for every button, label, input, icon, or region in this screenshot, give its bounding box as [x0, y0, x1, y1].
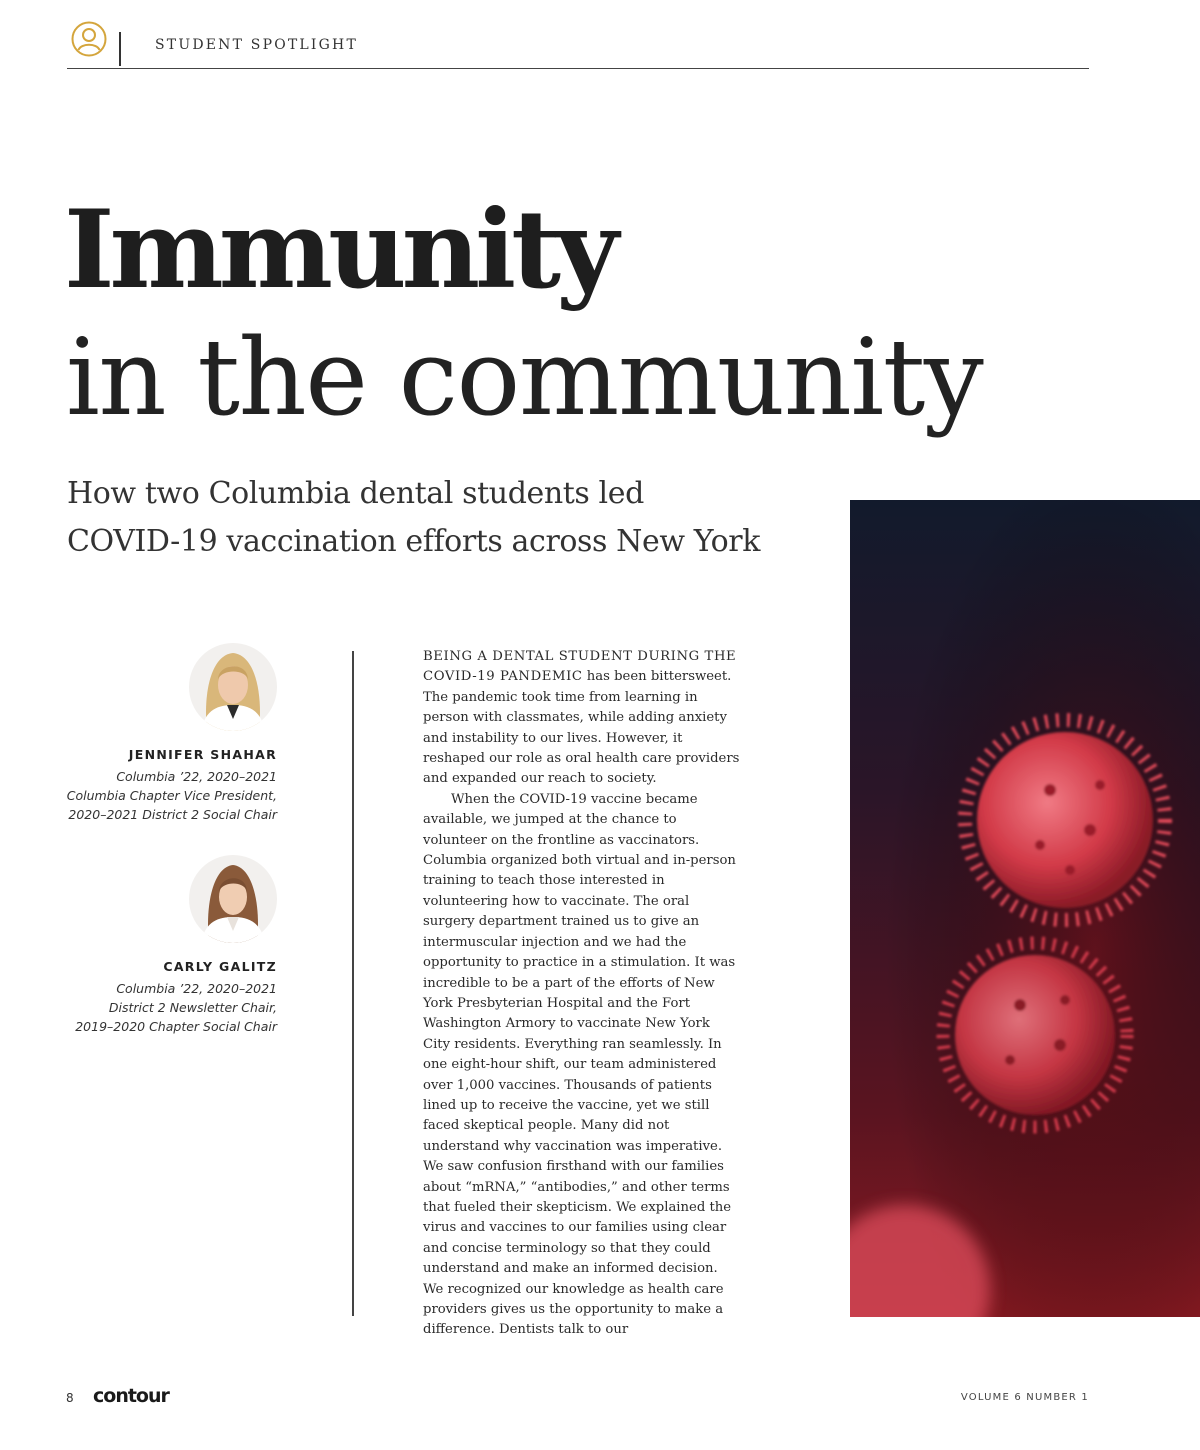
profile-detail: Columbia ’22, 2020–2021	[116, 769, 277, 784]
paragraph-text: has been bittersweet. The pandemic took time from learning in person with classmates, while adding anxiety and instability to our lives. However, it reshaped our role as oral health care providers and expanded our reach to society.	[423, 669, 740, 787]
profile-detail: Columbia ’22, 2020–2021	[116, 981, 277, 996]
profile-detail: Columbia Chapter Vice President,	[66, 788, 277, 803]
lead-in-caps: BEING A DENTAL STUDENT DURING THE COVID-19 PANDEMIC	[423, 649, 737, 685]
profile-name: JENNIFER SHAHAR	[128, 747, 277, 762]
article-body	[423, 647, 741, 1341]
title-bold: Immunity	[64, 187, 614, 313]
user-icon	[71, 21, 107, 57]
profile-detail: 2020–2021 District 2 Social Chair	[68, 807, 277, 822]
subtitle-line-2: COVID-19 vaccination efforts across New York	[67, 524, 760, 559]
coronavirus-photo	[850, 500, 1200, 1317]
volume-label: VOLUME 6 NUMBER 1	[960, 1392, 1089, 1403]
title-light: in the community	[66, 316, 983, 439]
profile-jennifer-shahar	[17, 747, 277, 824]
column-divider	[352, 651, 354, 1316]
page-number: 8	[66, 1391, 74, 1405]
article-paragraph: When the COVID-19 vaccine became available, we jumped at the chance to volunteer on the frontline as vaccinators. Columbia organized both virtual and in-person training to teach those interested in volunteering how to vaccinate. The oral surgery department trained us to give an intermuscular injection and we had the opportunity to practice in a stimulation. It was incredible to be a part of the efforts of New York Presbyterian Hospital and the Fort Washington Armory to vaccinate New York City residents. Everything ran seamlessly. In one eight-hour shift, our team administered over 1,000 vaccines. Thousands of patients lined up to receive the vaccine, yet we still faced skeptical people. Many did not understand why vaccination was imperative. We saw confusion firsthand with our families about “mRNA,” “antibodies,” and other terms that fueled their skepticism. We explained the virus and vaccines to our families using clear and concise terminology so that they could understand and make an informed decision. We recognized our knowledge as health care providers gives us the opportunity to make a difference. Dentists talk to our	[423, 791, 736, 1338]
article-paragraph	[423, 647, 741, 790]
profile-carly-galitz	[17, 959, 277, 1036]
subtitle	[67, 470, 827, 566]
subtitle-line-1: How two Columbia dental students led	[67, 476, 644, 511]
profile-detail: 2019–2020 Chapter Social Chair	[75, 1019, 277, 1034]
section-header	[67, 18, 1089, 69]
profile-detail: District 2 Newsletter Chair,	[108, 1000, 277, 1015]
profile-name: CARLY GALITZ	[163, 959, 277, 974]
avatar	[189, 643, 277, 731]
section-label: STUDENT SPOTLIGHT	[155, 37, 358, 53]
avatar	[189, 855, 277, 943]
contour-logo: contour	[93, 1385, 169, 1407]
header-divider	[119, 32, 121, 66]
